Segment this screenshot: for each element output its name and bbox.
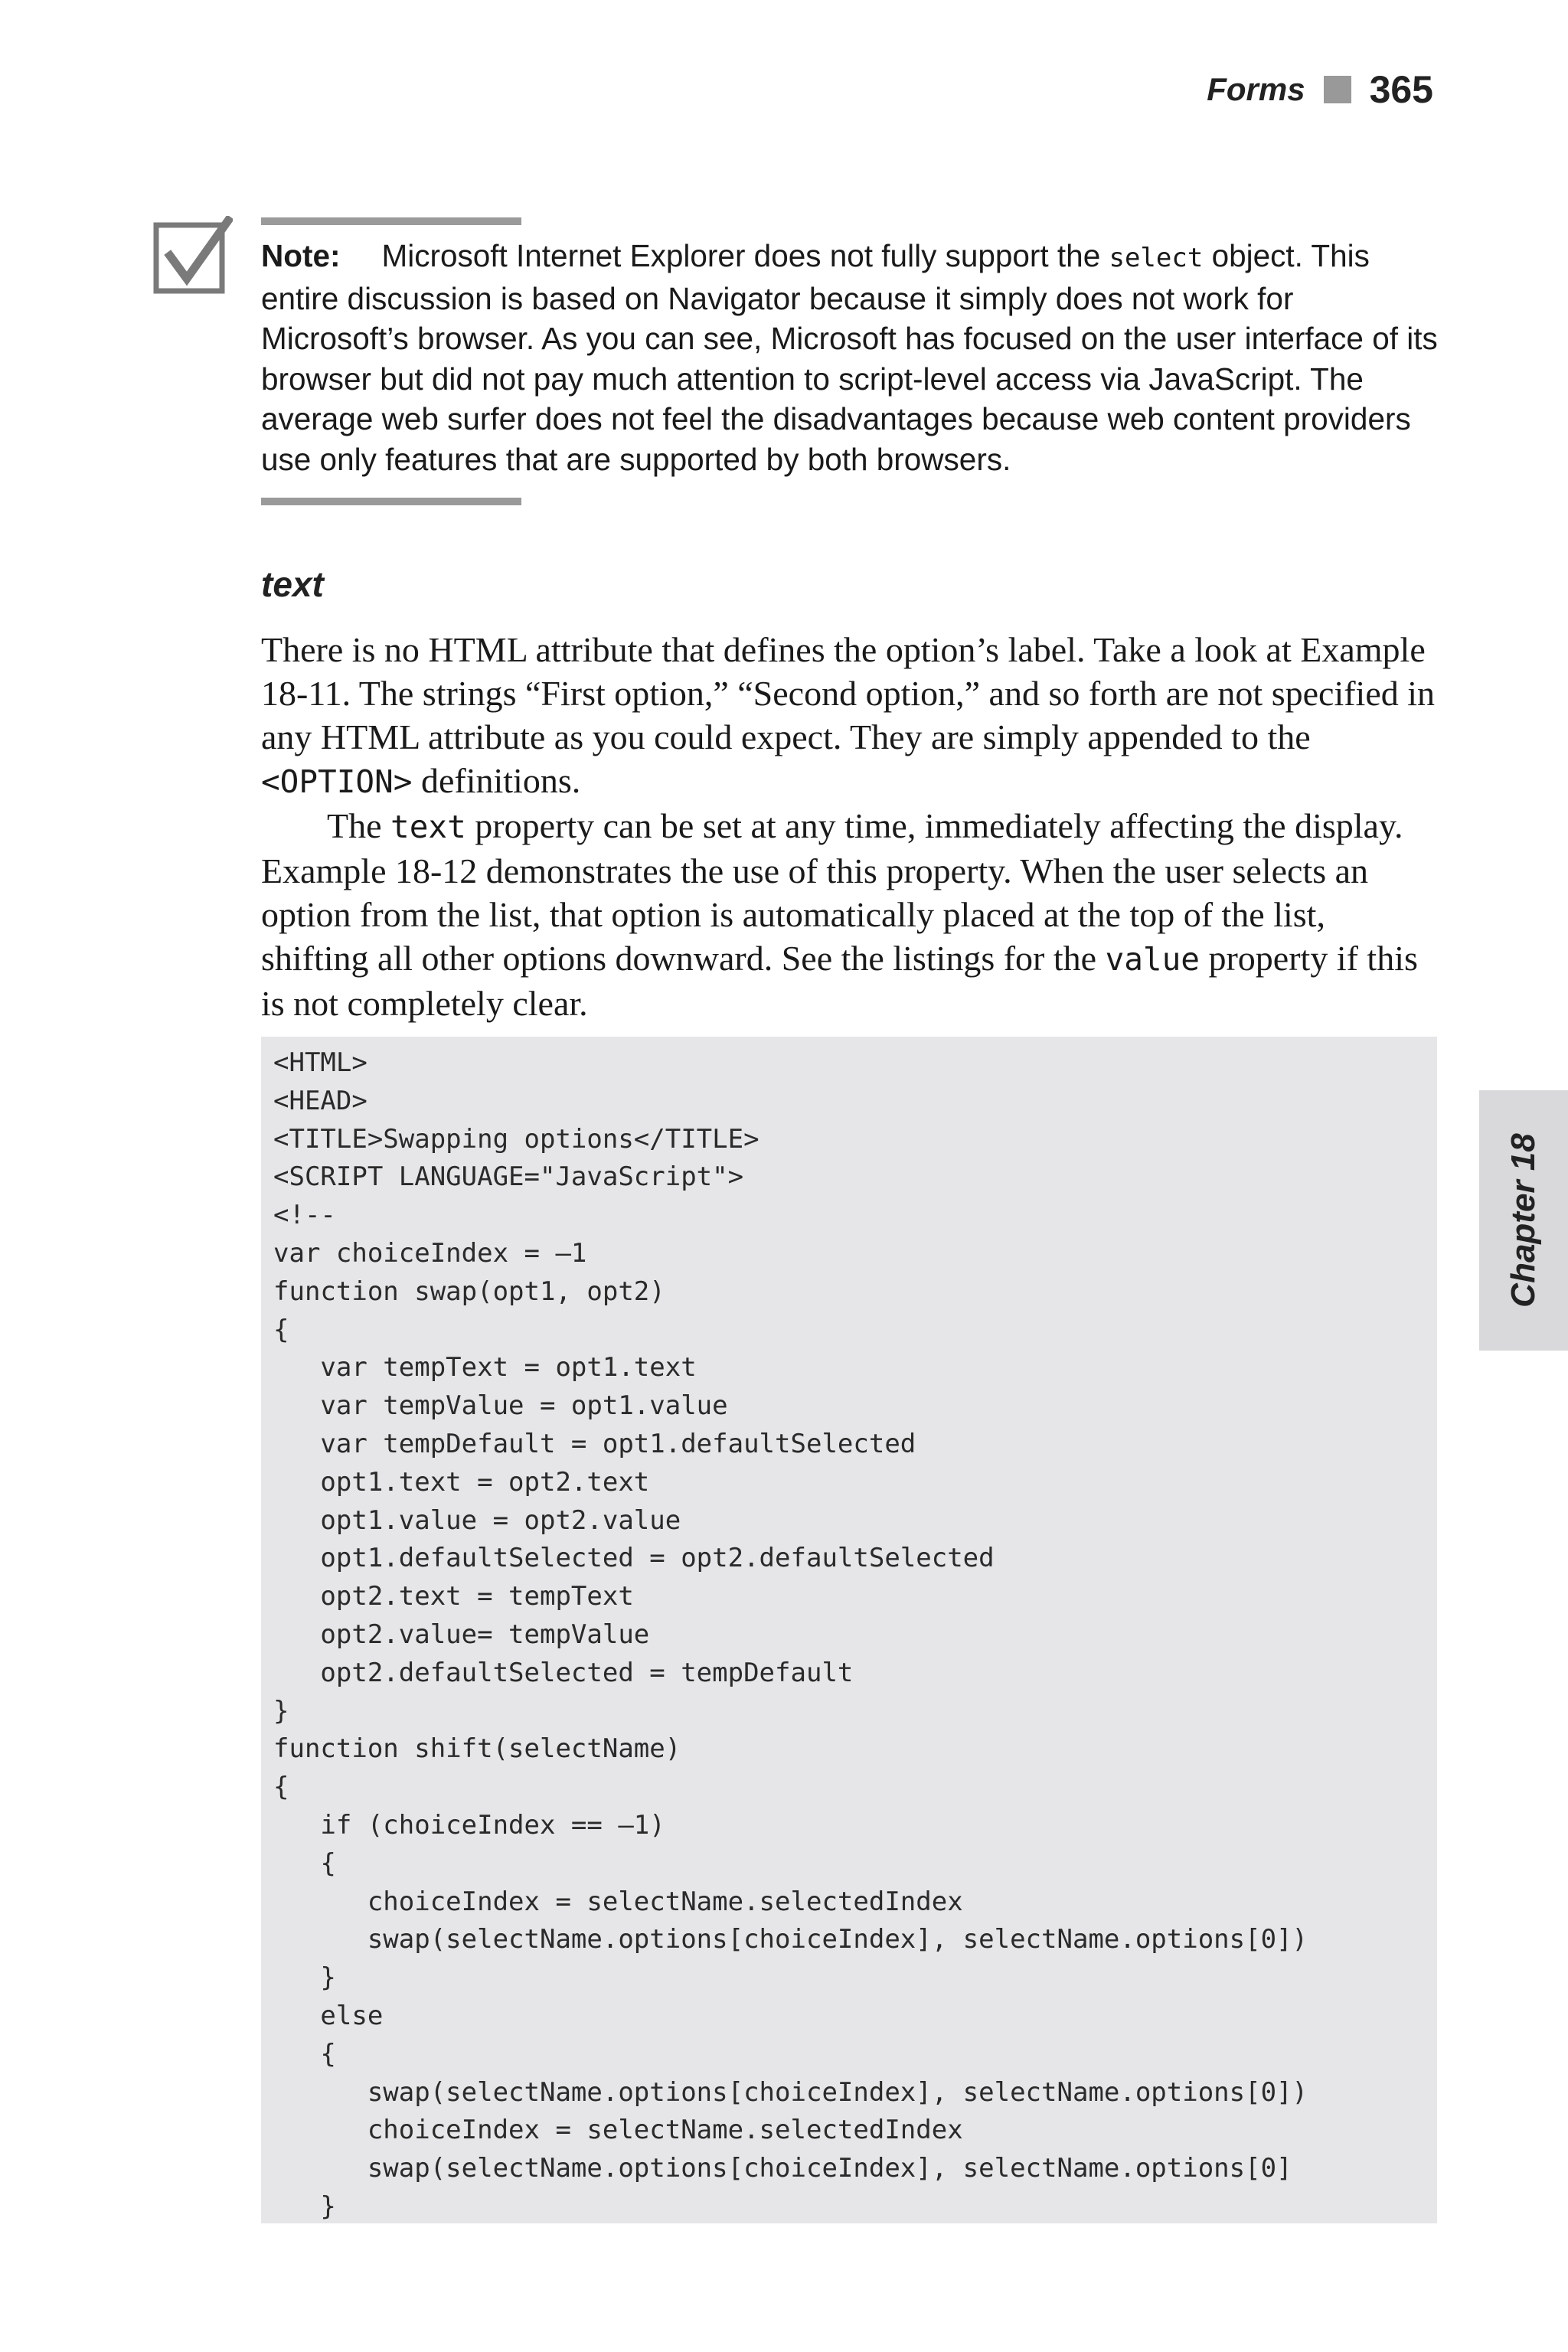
note-text-part-1: Microsoft Internet Explorer does not fully support the: [381, 238, 1109, 273]
section-heading: text: [261, 564, 324, 604]
code-line: {: [273, 1772, 289, 1803]
code-line: var choiceIndex = –1: [273, 1237, 587, 1269]
code-line: {: [273, 1847, 336, 1879]
paragraph-2-code-1: text: [390, 808, 466, 845]
note-rule-top: [261, 217, 521, 225]
code-line: swap(selectName.options[choiceIndex], selectName.options[0]: [273, 2153, 1292, 2184]
paragraph-2-text-b: property can be set at any time, immediately affecting the display. Example 18-12 demonstrates the use of this property. When the user selects an option from the list, that option is automatically placed at the top of the list, shifting all other options downward. See the listings for the: [261, 806, 1403, 978]
page-number: 365: [1369, 68, 1433, 111]
code-line: opt1.defaultSelected = opt2.defaultSelected: [273, 1543, 995, 1574]
note-label: Note:: [261, 238, 341, 273]
code-line: opt1.text = opt2.text: [273, 1466, 650, 1498]
code-line: opt2.defaultSelected = tempDefault: [273, 1657, 854, 1688]
code-line: <HEAD>: [273, 1085, 368, 1116]
paragraph-2-text-a: The: [327, 806, 391, 845]
body-text: [261, 628, 1440, 1025]
code-line: <!--: [273, 1200, 336, 1231]
code-line: var tempDefault = opt1.defaultSelected: [273, 1428, 916, 1459]
code-line: <TITLE>Swapping options</TITLE>: [273, 1123, 760, 1155]
chapter-tab-label: Chapter 18: [1504, 1133, 1542, 1308]
code-line: }: [273, 1962, 336, 1994]
paragraph-2-code-2: value: [1105, 941, 1200, 978]
running-head-square: [1324, 76, 1351, 103]
running-head-title: Forms: [1207, 71, 1305, 107]
code-line: var tempValue = opt1.value: [273, 1390, 728, 1422]
code-line: function swap(opt1, opt2): [273, 1276, 665, 1307]
code-line: opt1.value = opt2.value: [273, 1504, 681, 1536]
paragraph-2: [261, 804, 1440, 1025]
code-line: opt2.value= tempValue: [273, 1619, 650, 1650]
code-line: {: [273, 2038, 336, 2069]
code-line: <HTML>: [273, 1047, 368, 1078]
code-line: function shift(selectName): [273, 1733, 681, 1765]
code-line: }: [273, 1695, 289, 1726]
running-head: [1207, 67, 1433, 112]
note-inline-code: select: [1109, 243, 1204, 273]
paragraph-1: [261, 628, 1440, 804]
code-line: swap(selectName.options[choiceIndex], selectName.options[0]): [273, 1924, 1308, 1955]
code-line: choiceIndex = selectName.selectedIndex: [273, 1886, 963, 1917]
paragraph-2-text-c: property if this is not completely clear.: [261, 939, 1418, 1023]
code-line: else: [273, 2000, 384, 2031]
paragraph-1-text-b: definitions.: [412, 761, 581, 800]
code-line: opt2.text = tempText: [273, 1581, 634, 1612]
note-text-part-2: object. This entire discussion is based on Navigator because it simply does not work for Microsoft’s browser. As you can see, Microsoft has focused on the user interface of its browser but did not pay much attention to script-level access via JavaScript. The average web surfer does not feel the disadvantages because web content providers use only features that are supported by both browsers.: [261, 238, 1438, 477]
paragraph-1-text-a: There is no HTML attribute that defines the option’s label. Take a look at Example 18-11. The strings “First option,” “Second option,” and so forth are not specified in any HTML attribute as you could expect. They are simply appended to the: [261, 630, 1436, 756]
code-line: if (choiceIndex == –1): [273, 1809, 665, 1841]
code-line: }: [273, 2190, 336, 2222]
paragraph-1-code: <OPTION>: [261, 763, 413, 800]
code-line: choiceIndex = selectName.selectedIndex: [273, 2115, 963, 2146]
note-box: [261, 236, 1440, 479]
code-line: swap(selectName.options[choiceIndex], selectName.options[0]): [273, 2076, 1308, 2108]
code-line: var tempText = opt1.text: [273, 1352, 697, 1383]
note-rule-bottom: [261, 498, 521, 505]
code-line: {: [273, 1314, 289, 1345]
code-line: <SCRIPT LANGUAGE="JavaScript">: [273, 1161, 744, 1193]
checkbox-check-icon: [153, 216, 233, 296]
chapter-tab: [1479, 1090, 1568, 1351]
code-listing: [261, 1037, 1437, 2223]
